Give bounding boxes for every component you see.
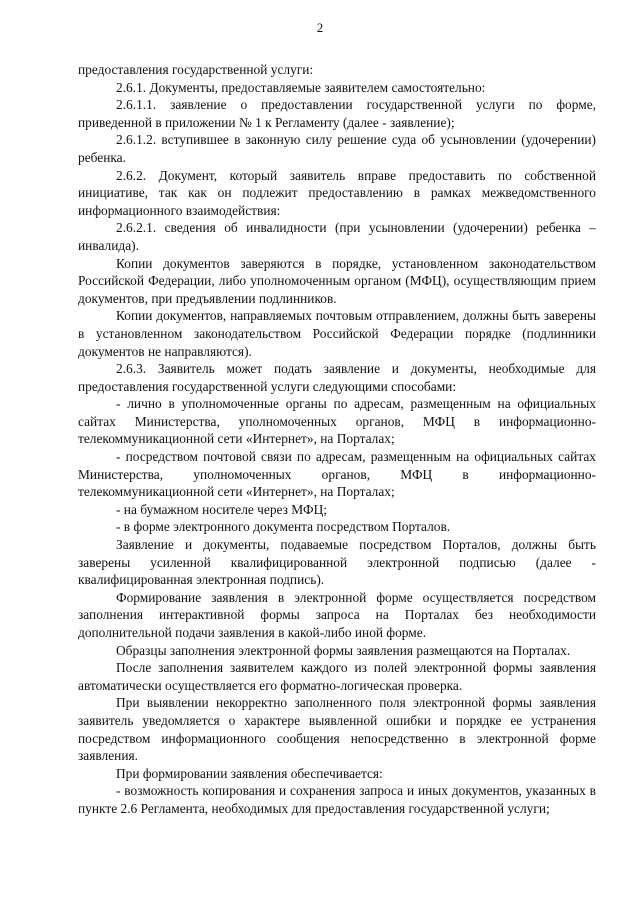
- paragraph: 2.6.2. Документ, который заявитель вправе предоставить по собственной инициативе, так как он подлежит предоставлению в рамках межведомственного информационного взаимодействия:: [78, 167, 596, 218]
- list-item: - возможность копирования и сохранения запроса и иных документов, указанных в пункте 2.6 Регламента, необходимых для предоставления государственной услуги;: [78, 783, 596, 816]
- paragraph: 2.6.1.2. вступившее в законную силу решение суда об усыновлении (удочерении) ребенка.: [78, 132, 596, 165]
- paragraph: 2.6.2.1. сведения об инвалидности (при усыновлении (удочерении) ребенка – инвалида).: [78, 220, 596, 253]
- paragraph: 2.6.3. Заявитель может подать заявление и документы, необходимые для предоставления государственной услуги следующими способами:: [78, 361, 596, 394]
- list-item: - посредством почтовой связи по адресам, размещенным на официальных сайтах Министерства, уполномоченных органов, МФЦ в информационно-телекоммуникационной сети «Интернет», на Порталах;: [78, 449, 596, 500]
- page-number: 2: [316, 20, 324, 35]
- paragraph: При формировании заявления обеспечивается:: [116, 765, 383, 781]
- paragraph: Формирование заявления в электронной форме осуществляется посредством заполнения интерактивной формы запроса на Порталах без необходимости дополнительной подачи заявления в какой-либо иной форме.: [78, 589, 596, 640]
- paragraph: 2.6.1.1. заявление о предоставлении государственной услуги по форме, приведенной в приложении № 1 к Регламенту (далее - заявление);: [78, 97, 596, 130]
- paragraph: Копии документов, направляемых почтовым отправлением, должны быть заверены в установленном законодательством Российской Федерации порядке (подлинники документов не направляются).: [78, 308, 596, 359]
- paragraph: Копии документов заверяются в порядке, установленном законодательством Российской Федерации, либо уполномоченным органом (МФЦ), осуществляющим прием документов, при предъявлении подлинников.: [78, 255, 596, 306]
- list-item: - лично в уполномоченные органы по адресам, размещенным на официальных сайтах Министерства, уполномоченных органов, МФЦ в информационно-телекоммуникационной сети «Интернет», на Порталах;: [78, 396, 596, 447]
- document-body: [78, 61, 596, 818]
- list-item: - в форме электронного документа посредством Порталов.: [116, 519, 451, 535]
- paragraph: При выявлении некорректно заполненного поля электронной формы заявления заявитель уведомляется о характере выявленной ошибки и порядке ее устранения посредством информационного сообщения непосредственно в электронной форме заявления.: [78, 695, 596, 764]
- paragraph: предоставления государственной услуги:: [78, 62, 314, 77]
- list-item: - на бумажном носителе через МФЦ;: [116, 501, 327, 517]
- paragraph: Образцы заполнения электронной формы заявления размещаются на Порталах.: [116, 642, 571, 658]
- paragraph: Заявление и документы, подаваемые посредством Порталов, должны быть заверены усиленной квалифицированной электронной подписью (далее - квалифицированная электронная подпись).: [78, 537, 596, 588]
- paragraph: После заполнения заявителем каждого из полей электронной формы заявления автоматически осуществляется его форматно-логическая проверка.: [78, 660, 596, 693]
- paragraph: 2.6.1. Документы, предоставляемые заявителем самостоятельно:: [116, 79, 486, 95]
